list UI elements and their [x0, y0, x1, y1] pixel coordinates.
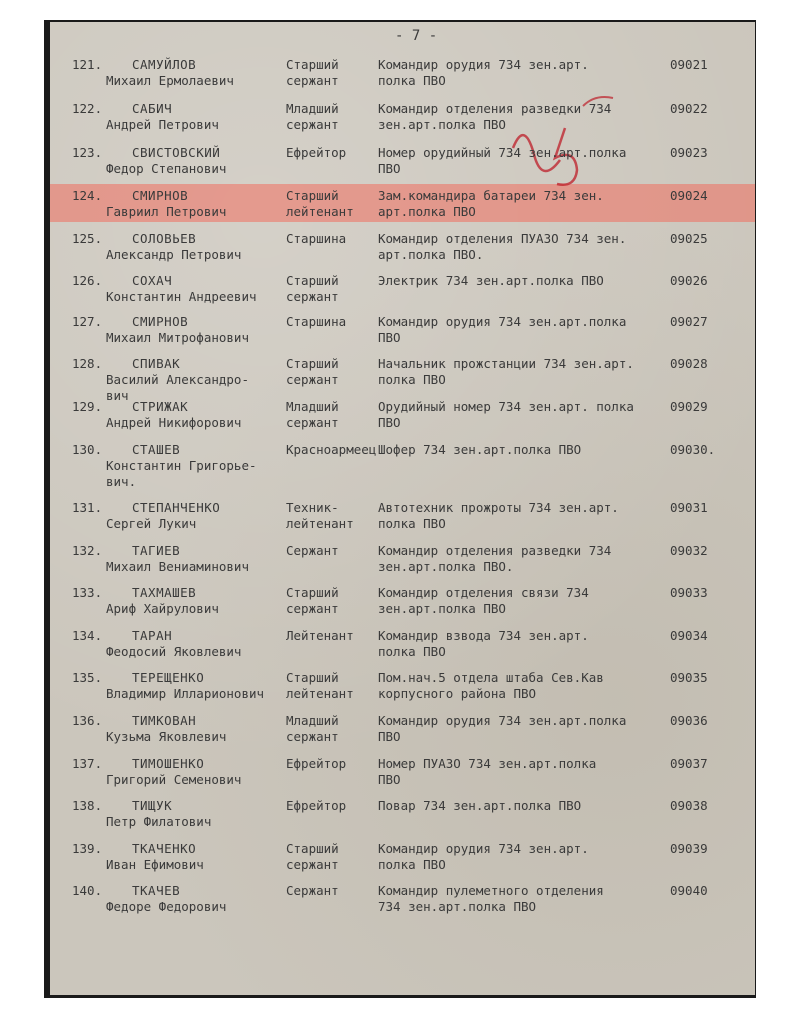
entry-code: 09021 — [670, 57, 708, 72]
entry-surname: СТЕПАНЧЕНКО — [132, 500, 221, 515]
entry-position-cont: арт.полка ПВО — [378, 204, 476, 219]
entry-code: 09039 — [670, 841, 708, 856]
entry-number: 129. — [72, 399, 103, 414]
entry-code: 09026 — [670, 273, 708, 288]
entry-given-names: Константин Андреевич — [106, 289, 257, 304]
entry-number: 122. — [72, 101, 103, 116]
entry-position: Номер ПУАЗО 734 зен.арт.полка — [378, 756, 597, 771]
entry-rank-cont: лейтенант — [286, 516, 354, 531]
entry-number: 138. — [72, 798, 103, 813]
entry-given-names: Ариф Хайрулович — [106, 601, 219, 616]
entry-rank-cont: лейтенант — [286, 686, 354, 701]
entry-number: 121. — [72, 57, 103, 72]
entry-code: 09036 — [670, 713, 708, 728]
entry-position: Повар 734 зен.арт.полка ПВО — [378, 798, 582, 813]
entry-number: 135. — [72, 670, 103, 685]
entry-rank: Младший — [286, 399, 339, 414]
entry-number: 140. — [72, 883, 103, 898]
entry-position: Автотехник прожроты 734 зен.арт. — [378, 500, 619, 515]
entry-rank: Младший — [286, 713, 339, 728]
entry-rank: Красноармеец — [286, 442, 377, 457]
entry-surname: САМУЙЛОВ — [132, 57, 197, 72]
entry-number: 126. — [72, 273, 103, 288]
entry-position-cont: полка ПВО — [378, 516, 446, 531]
entry-position-cont: зен.арт.полка ПВО — [378, 601, 506, 616]
entry-rank: Старший — [286, 841, 339, 856]
entry-number: 133. — [72, 585, 103, 600]
entry-given-names: Александр Петрович — [106, 247, 242, 262]
entry-rank: Старшина — [286, 314, 347, 329]
entry-code: 09034 — [670, 628, 708, 643]
entry-given-names: Гавриил Петрович — [106, 204, 227, 219]
entry-rank: Ефрейтор — [286, 756, 347, 771]
entry-rank-cont: сержант — [286, 372, 339, 387]
entry-position: Командир орудия 734 зен.арт. — [378, 841, 589, 856]
entry-rank: Сержант — [286, 543, 339, 558]
entry-given-names: Константин Григорье- — [106, 458, 257, 473]
entry-position-cont: ПВО — [378, 330, 401, 345]
entry-position: Зам.командира батареи 734 зен. — [378, 188, 604, 203]
entry-given-names: Феодосий Яковлевич — [106, 644, 242, 659]
entry-position: Пом.нач.5 отдела штаба Сев.Кав — [378, 670, 604, 685]
entry-code: 09037 — [670, 756, 708, 771]
entry-position: Командир орудия 734 зен.арт.полка — [378, 713, 627, 728]
entry-number: 128. — [72, 356, 103, 371]
entry-position: Электрик 734 зен.арт.полка ПВО — [378, 273, 604, 288]
entry-rank-cont: сержант — [286, 289, 339, 304]
entry-given-names: Федор Степанович — [106, 161, 227, 176]
entry-rank: Лейтенант — [286, 628, 354, 643]
entry-surname: СТАШЕВ — [132, 442, 181, 457]
entry-number: 139. — [72, 841, 103, 856]
entry-rank: Старший — [286, 273, 339, 288]
entry-given-names: Михаил Вениаминович — [106, 559, 249, 574]
entry-rank: Ефрейтор — [286, 145, 347, 160]
entry-number: 123. — [72, 145, 103, 160]
entry-rank: Сержант — [286, 883, 339, 898]
entry-given-names: Григорий Семенович — [106, 772, 242, 787]
entry-rank: Техник- — [286, 500, 339, 515]
entry-surname: ТЕРЕЩЕНКО — [132, 670, 205, 685]
entry-given-names: Михаил Митрофанович — [106, 330, 249, 345]
entry-number: 136. — [72, 713, 103, 728]
entry-rank-cont: сержант — [286, 415, 339, 430]
entry-given-names: Сергей Лукич — [106, 516, 197, 531]
entry-given-names: Василий Александро- — [106, 372, 249, 387]
entry-surname: ТАХМАШЕВ — [132, 585, 197, 600]
entry-code: 09033 — [670, 585, 708, 600]
entry-surname: ТИМОШЕНКО — [132, 756, 205, 771]
entry-surname: САБИЧ — [132, 101, 173, 116]
entry-surname: СМИРНОВ — [132, 188, 189, 203]
entry-rank-cont: лейтенант — [286, 204, 354, 219]
entry-number: 124. — [72, 188, 103, 203]
entry-surname: СВИСТОВСКИЙ — [132, 145, 221, 160]
entry-rank: Старшина — [286, 231, 347, 246]
entry-position: Командир орудия 734 зен.арт.полка — [378, 314, 627, 329]
entry-code: 09024 — [670, 188, 708, 203]
entry-rank: Старший — [286, 57, 339, 72]
entry-number: 137. — [72, 756, 103, 771]
entry-code: 09028 — [670, 356, 708, 371]
entry-number: 125. — [72, 231, 103, 246]
entry-position-cont: полка ПВО — [378, 372, 446, 387]
entry-position: Командир отделения разведки 734 — [378, 101, 612, 116]
entry-number: 134. — [72, 628, 103, 643]
entry-position-cont: зен.арт.полка ПВО — [378, 117, 506, 132]
entry-position: Начальник прожстанции 734 зен.арт. — [378, 356, 634, 371]
entry-position-cont: полка ПВО — [378, 73, 446, 88]
entry-code: 09025 — [670, 231, 708, 246]
entry-rank: Старший — [286, 585, 339, 600]
entry-position-cont: полка ПВО — [378, 857, 446, 872]
entry-surname: ТКАЧЕВ — [132, 883, 181, 898]
entry-given-names: Владимир Илларионович — [106, 686, 265, 701]
entry-rank-cont: сержант — [286, 729, 339, 744]
entry-surname: ТКАЧЕНКО — [132, 841, 197, 856]
entry-rank-cont: сержант — [286, 73, 339, 88]
entry-position: Номер орудийный 734 зен.арт.полка — [378, 145, 627, 160]
entry-surname: СОЛОВЬЕВ — [132, 231, 197, 246]
entry-number: 131. — [72, 500, 103, 515]
entry-position-cont: зен.арт.полка ПВО. — [378, 559, 514, 574]
entry-position: Командир отделения связи 734 — [378, 585, 589, 600]
entry-rank: Старший — [286, 356, 339, 371]
entry-position-cont: 734 зен.арт.полка ПВО — [378, 899, 537, 914]
entry-rank-cont: сержант — [286, 857, 339, 872]
entry-position: Орудийный номер 734 зен.арт. полка — [378, 399, 634, 414]
entry-position-cont: ПВО — [378, 772, 401, 787]
entry-surname: СМИРНОВ — [132, 314, 189, 329]
entry-position-cont: корпусного района ПВО — [378, 686, 537, 701]
page-number: - 7 - — [395, 28, 438, 44]
entry-number: 127. — [72, 314, 103, 329]
entry-position: Командир пулеметного отделения — [378, 883, 604, 898]
entry-given-names: Кузьма Яковлевич — [106, 729, 227, 744]
entry-position-cont: ПВО — [378, 415, 401, 430]
entry-position-cont: полка ПВО — [378, 644, 446, 659]
entry-rank-cont: сержант — [286, 601, 339, 616]
entry-code: 09027 — [670, 314, 708, 329]
entry-given-names-cont: вич. — [106, 474, 137, 489]
entry-surname: ТАРАН — [132, 628, 173, 643]
entry-position: Командир отделения ПУАЗО 734 зен. — [378, 231, 627, 246]
entry-position-cont: ПВО — [378, 729, 401, 744]
entry-code: 09040 — [670, 883, 708, 898]
entry-given-names: Михаил Ермолаевич — [106, 73, 234, 88]
entry-given-names: Андрей Петрович — [106, 117, 219, 132]
entry-position: Командир взвода 734 зен.арт. — [378, 628, 589, 643]
entry-surname: ТИМКОВАН — [132, 713, 197, 728]
entry-given-names-cont: вич — [106, 388, 129, 403]
entry-given-names: Иван Ефимович — [106, 857, 204, 872]
entry-position-cont: арт.полка ПВО. — [378, 247, 484, 262]
entry-given-names: Федоре Федорович — [106, 899, 227, 914]
entry-code: 09023 — [670, 145, 708, 160]
entry-number: 132. — [72, 543, 103, 558]
entry-given-names: Андрей Никифорович — [106, 415, 242, 430]
entry-code: 09030. — [670, 442, 716, 457]
entry-surname: ТИЩУК — [132, 798, 173, 813]
entry-given-names: Петр Филатович — [106, 814, 212, 829]
entry-rank: Ефрейтор — [286, 798, 347, 813]
entry-code: 09035 — [670, 670, 708, 685]
entry-position: Шофер 734 зен.арт.полка ПВО — [378, 442, 582, 457]
entry-code: 09038 — [670, 798, 708, 813]
entry-surname: СОХАЧ — [132, 273, 173, 288]
entry-surname: СТРИЖАК — [132, 399, 189, 414]
entry-position: Командир отделения разведки 734 — [378, 543, 612, 558]
entry-position-cont: ПВО — [378, 161, 401, 176]
entry-number: 130. — [72, 442, 103, 457]
entry-rank: Старший — [286, 188, 339, 203]
entry-code: 09032 — [670, 543, 708, 558]
entry-code: 09031 — [670, 500, 708, 515]
entry-rank: Старший — [286, 670, 339, 685]
entry-surname: СПИВАК — [132, 356, 181, 371]
entry-rank-cont: сержант — [286, 117, 339, 132]
entry-rank: Младший — [286, 101, 339, 116]
entry-surname: ТАГИЕВ — [132, 543, 181, 558]
entry-code: 09029 — [670, 399, 708, 414]
entry-position: Командир орудия 734 зен.арт. — [378, 57, 589, 72]
entry-code: 09022 — [670, 101, 708, 116]
